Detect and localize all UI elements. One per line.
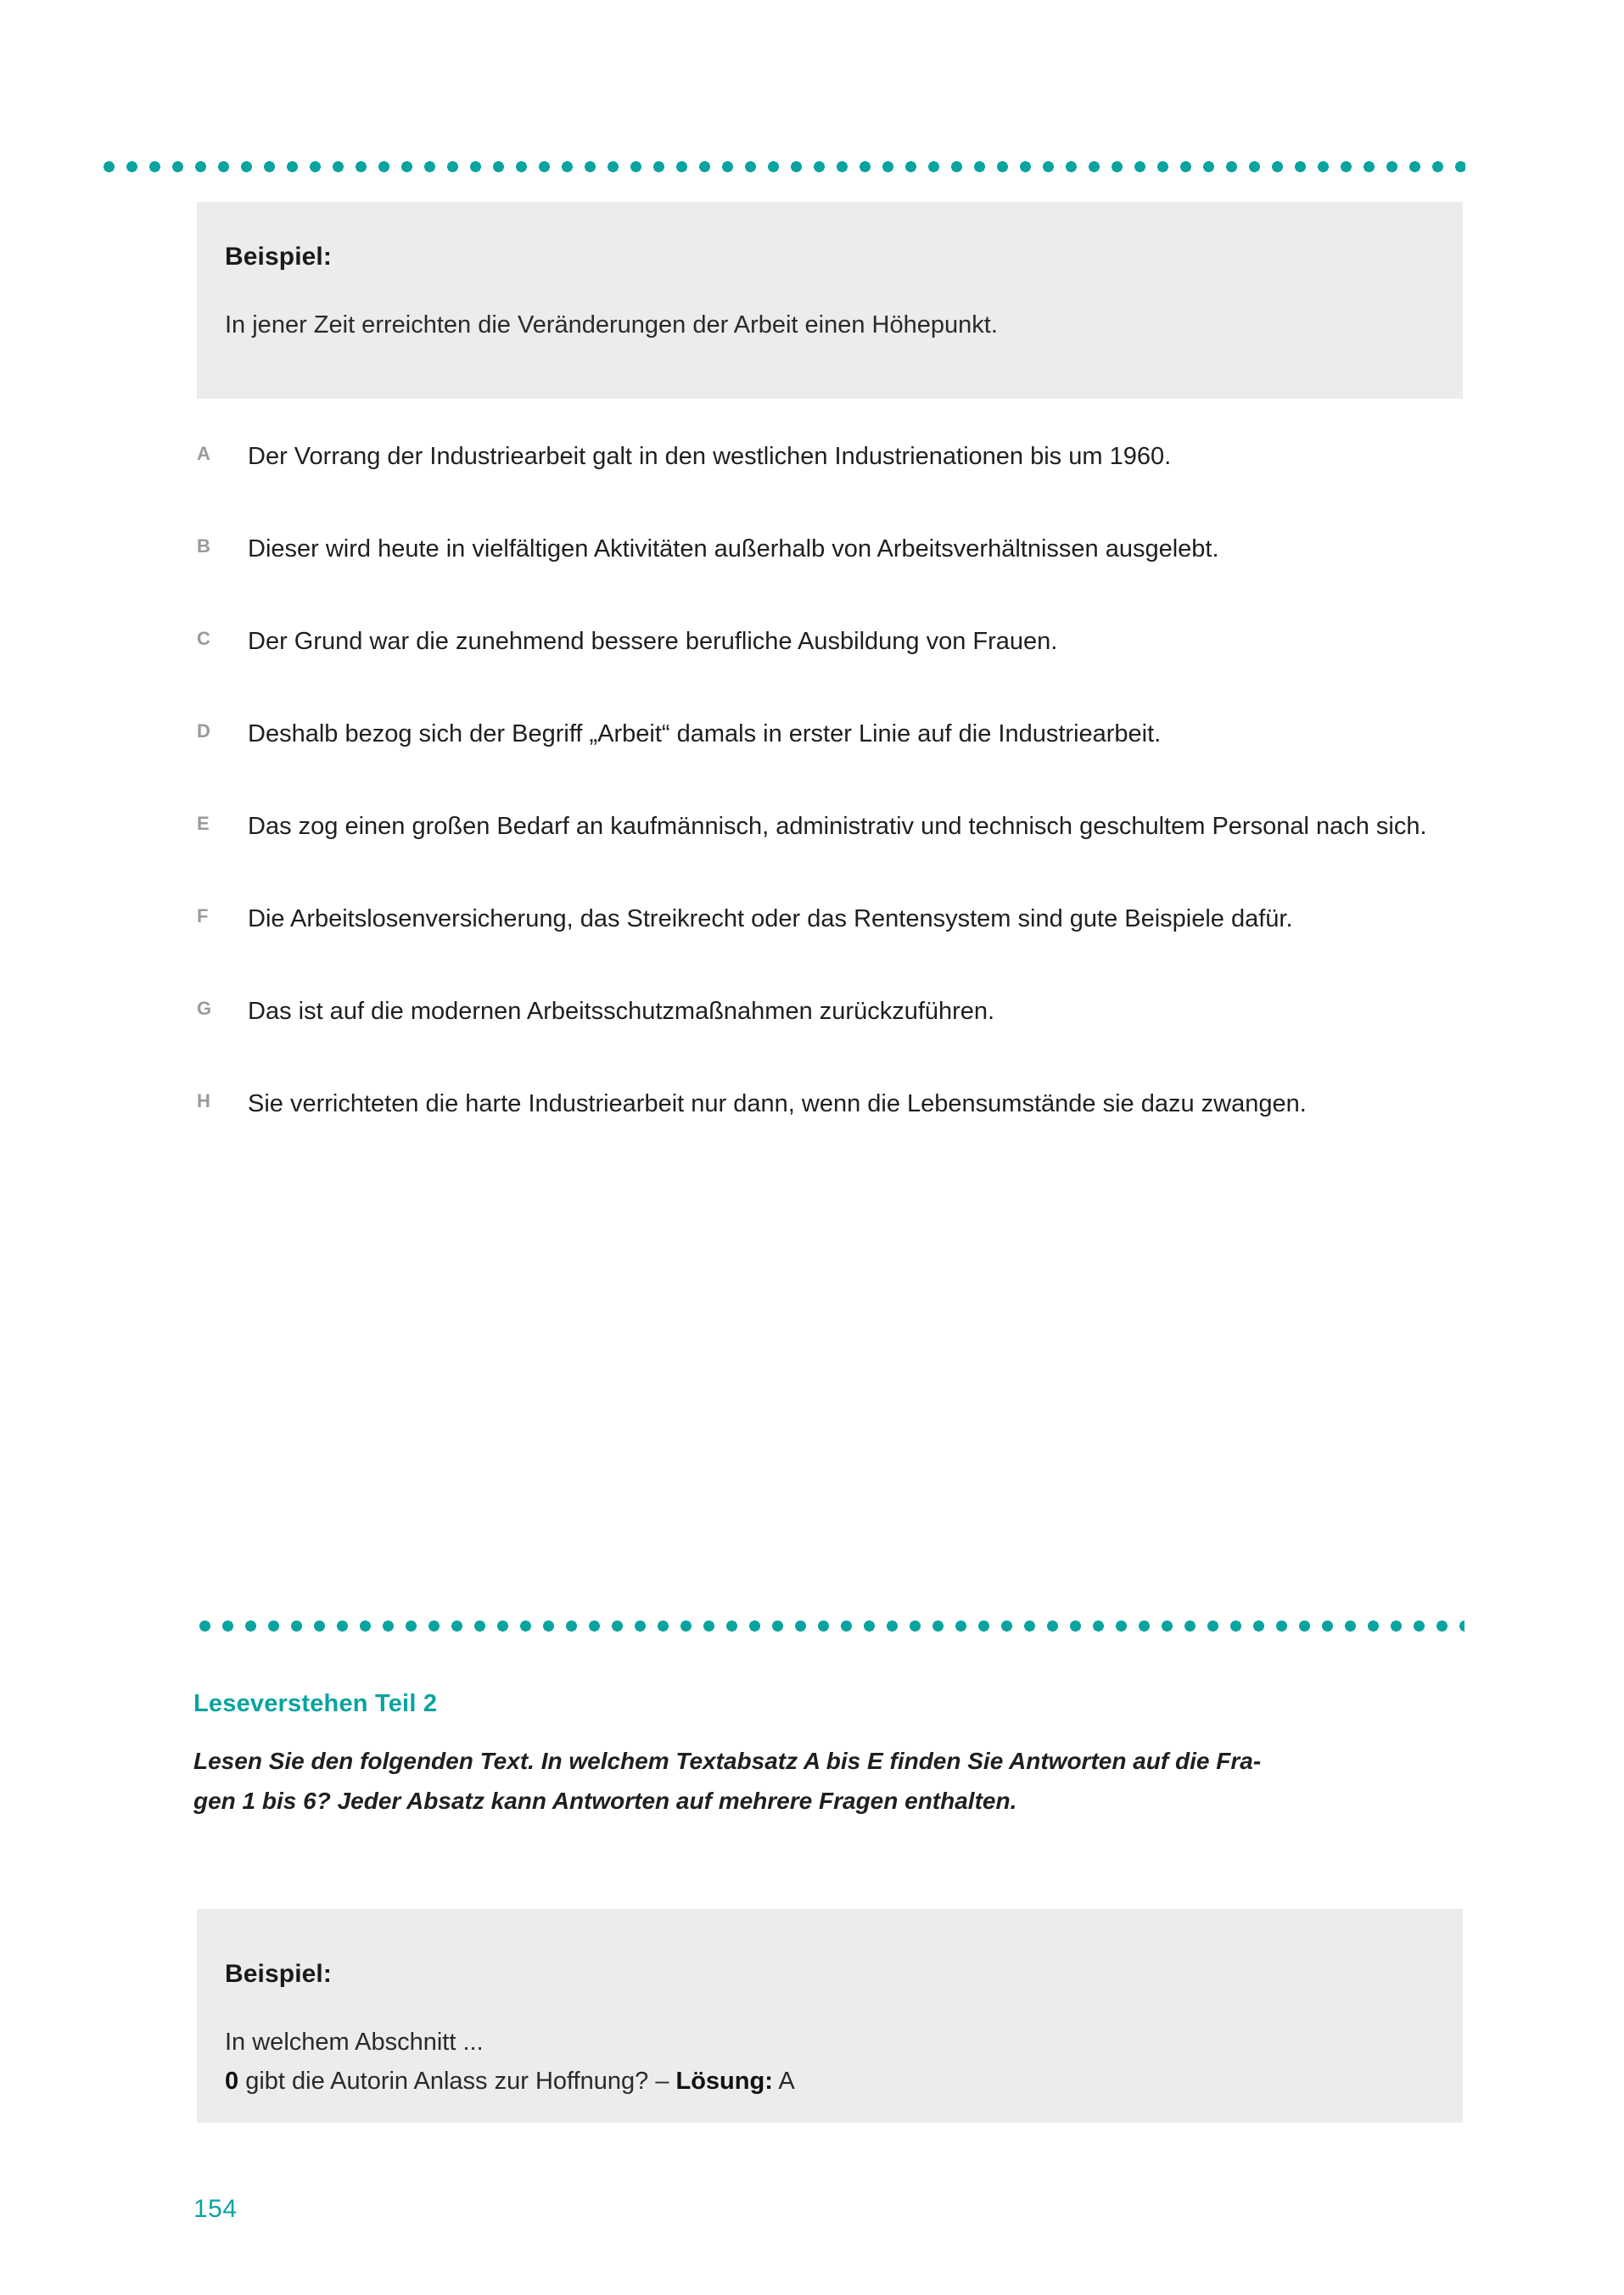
option-letter: A (197, 443, 211, 464)
example-callout-top-body (225, 305, 1429, 344)
dotted-divider-top (98, 161, 1465, 172)
option-text: Der Vorrang der Industriearbeit galt in den westlichen Industrienationen bis um 1960. (248, 443, 1172, 470)
option-letter: C (197, 628, 211, 649)
example-item-number: 0 (225, 2068, 239, 2095)
list-item[interactable] (197, 992, 1470, 1031)
example-callout-bottom-line-1: In welchem Abschnitt ... (225, 2029, 484, 2056)
solution-label: Lösung: (675, 2068, 773, 2095)
example-callout-bottom-title: Beispiel: (225, 1960, 332, 1988)
option-text: Die Arbeitslosenversicherung, das Streikrecht oder das Rentensystem sind gute Beispiele dafür. (248, 905, 1293, 932)
solution-answer: A (772, 2068, 795, 2095)
section-instruction-line-1: Lesen Sie den folgenden Text. In welchem Textabsatz A bis E finden Sie Antworten auf die Fra- (193, 1748, 1262, 1774)
option-letter: B (197, 535, 211, 557)
option-letter: H (197, 1090, 211, 1111)
example-callout-top-title: Beispiel: (225, 243, 332, 271)
example-callout-bottom (197, 1909, 1463, 2123)
example-item-question: gibt die Autorin Anlass zur Hoffnung? – (238, 2068, 676, 2095)
example-callout-top (197, 202, 1463, 399)
list-item[interactable] (197, 807, 1470, 846)
option-text: Deshalb bezog sich der Begriff „Arbeit“ damals in erster Linie auf die Industriearbeit. (248, 720, 1162, 747)
option-text: Der Grund war die zunehmend bessere berufliche Ausbildung von Frauen. (248, 628, 1058, 655)
list-item[interactable] (197, 1084, 1470, 1123)
option-letter: G (197, 998, 212, 1019)
section-heading: Leseverstehen Teil 2 (193, 1690, 438, 1717)
option-letter: D (197, 720, 211, 742)
list-item[interactable] (197, 437, 1470, 476)
option-text: Das ist auf die modernen Arbeitsschutzmaßnahmen zurückzuführen. (248, 998, 995, 1025)
section-instruction-line-2: gen 1 bis 6? Jeder Absatz kann Antworten auf mehrere Fragen enthalten. (193, 1788, 1017, 1814)
option-text: Sie verrichteten die harte Industriearbeit nur dann, wenn die Lebensumstände sie dazu zwangen. (248, 1090, 1307, 1117)
example-callout-bottom-line-2 (225, 2062, 1429, 2101)
list-item[interactable] (197, 622, 1470, 661)
option-letter: E (197, 813, 210, 834)
dotted-divider-middle (193, 1620, 1464, 1632)
answer-options-list (197, 437, 1470, 1177)
section-instruction (193, 1741, 1436, 1821)
page-number: 154 (193, 2195, 238, 2223)
option-text: Das zog einen großen Bedarf an kaufmännisch, administrativ und technisch geschultem Personal nach sich. (248, 813, 1427, 840)
list-item[interactable] (197, 899, 1470, 938)
list-item[interactable] (197, 714, 1470, 753)
option-letter: F (197, 905, 209, 926)
list-item[interactable] (197, 529, 1470, 568)
option-text: Dieser wird heute in vielfältigen Aktivitäten außerhalb von Arbeitsverhältnissen ausgelebt. (248, 535, 1219, 563)
example-callout-bottom-body (225, 2023, 1429, 2101)
example-callout-top-text: In jener Zeit erreichten die Veränderungen der Arbeit einen Höhepunkt. (225, 311, 998, 339)
